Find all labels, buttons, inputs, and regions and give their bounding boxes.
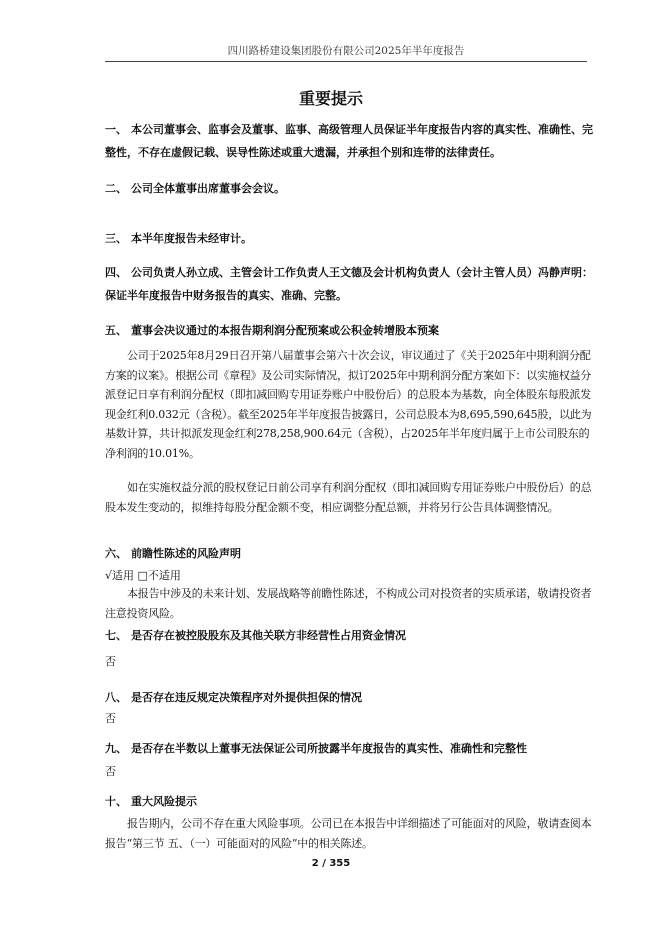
section-heading: 董事会决议通过的本报告期利润分配预案或公积金转增股本预案 <box>131 324 439 337</box>
section-9-answer: 否 <box>105 765 116 778</box>
major-risk-paragraph: 报告期内，公司不存在重大风险事项。公司已在本报告中详细描述了可能面对的风险，敬请查阅本报告“第三节 五、（一）可能面对的风险”中的相关陈述。 <box>105 817 592 850</box>
section-number: 一、 <box>105 123 127 136</box>
header-divider <box>105 61 587 62</box>
section-heading: 是否存在违反规定决策程序对外提供担保的情况 <box>131 691 362 704</box>
applicability-options: √适用 □不适用 <box>105 569 181 582</box>
section-number: 六、 <box>105 547 127 560</box>
section-number: 三、 <box>105 232 127 245</box>
page-number: 2 / 355 <box>311 858 351 869</box>
section-1 <box>105 118 595 164</box>
section-number: 四、 <box>105 266 127 279</box>
section-7-answer: 否 <box>105 655 116 668</box>
section-5 <box>105 319 595 342</box>
section-heading: 公司负责人孙立成、主管会计工作负责人王文德及会计机构负责人（会计主管人员）冯静声明：保证半年度报告中财务报告的真实、准确、完整。 <box>105 266 593 302</box>
dividend-plan-paragraph: 公司于2025年8月29日召开第八届董事会第六十次会议，审议通过了《关于2025年中期利润分配方案的议案》。根据公司《章程》及公司实际情况，拟订2025年中期利润分配方案如下：以实施权益分派登记日享有利润分配权（即扣减回购专用证券账户中股份后）的总股本为基数，向全体股东每股派发现金红利0.032元（含税）。截至2025年半年度报告披露日，公司总股本为8,695,590,645股，以此为基数计算，共计拟派发现金红利278,258,900.64元（含税），占2025年半年度归属于上市公司股东的净利润的10.01%。 <box>105 349 592 460</box>
section-9 <box>105 737 595 760</box>
dividend-adjustment-paragraph: 如在实施权益分派的股权登记日前公司享有利润分配权（即扣减回购专用证券账户中股份后）的总股本发生变动的，拟维持每股分配金额不变，相应调整分配总额，并将另行公告具体调整情况。 <box>105 481 592 514</box>
section-number: 九、 <box>105 742 127 755</box>
section-8-answer: 否 <box>105 712 116 725</box>
section-6 <box>105 542 595 565</box>
section-number: 八、 <box>105 691 127 704</box>
section-heading: 是否存在被控股股东及其他关联方非经营性占用资金情况 <box>131 629 406 642</box>
section-number: 五、 <box>105 324 127 337</box>
section-heading: 本公司董事会、监事会及董事、监事、高级管理人员保证半年度报告内容的真实性、准确性、完整性，不存在虚假记载、误导性陈述或重大遗漏，并承担个别和连带的法律责任。 <box>105 123 593 159</box>
section-heading: 重大风险提示 <box>131 795 197 808</box>
section-3 <box>105 227 595 250</box>
page-header: 四川路桥建设集团股份有限公司2025年半年度报告 <box>227 45 465 57</box>
section-10 <box>105 790 595 813</box>
forward-looking-paragraph: 本报告中涉及的未来计划、发展战略等前瞻性陈述，不构成公司对投资者的实质承诺，敬请投资者注意投资风险。 <box>105 587 592 620</box>
section-heading: 是否存在半数以上董事无法保证公司所披露半年度报告的真实性、准确性和完整性 <box>131 742 527 755</box>
section-8 <box>105 686 595 709</box>
section-heading: 公司全体董事出席董事会会议。 <box>131 182 285 195</box>
section-7 <box>105 624 595 647</box>
page-title: 重要提示 <box>298 89 363 108</box>
section-2 <box>105 177 595 200</box>
section-4 <box>105 261 595 307</box>
section-heading: 前瞻性陈述的风险声明 <box>131 547 241 560</box>
section-number: 十、 <box>105 795 127 808</box>
section-heading: 本半年度报告未经审计。 <box>131 232 252 245</box>
section-number: 七、 <box>105 629 127 642</box>
section-number: 二、 <box>105 182 127 195</box>
